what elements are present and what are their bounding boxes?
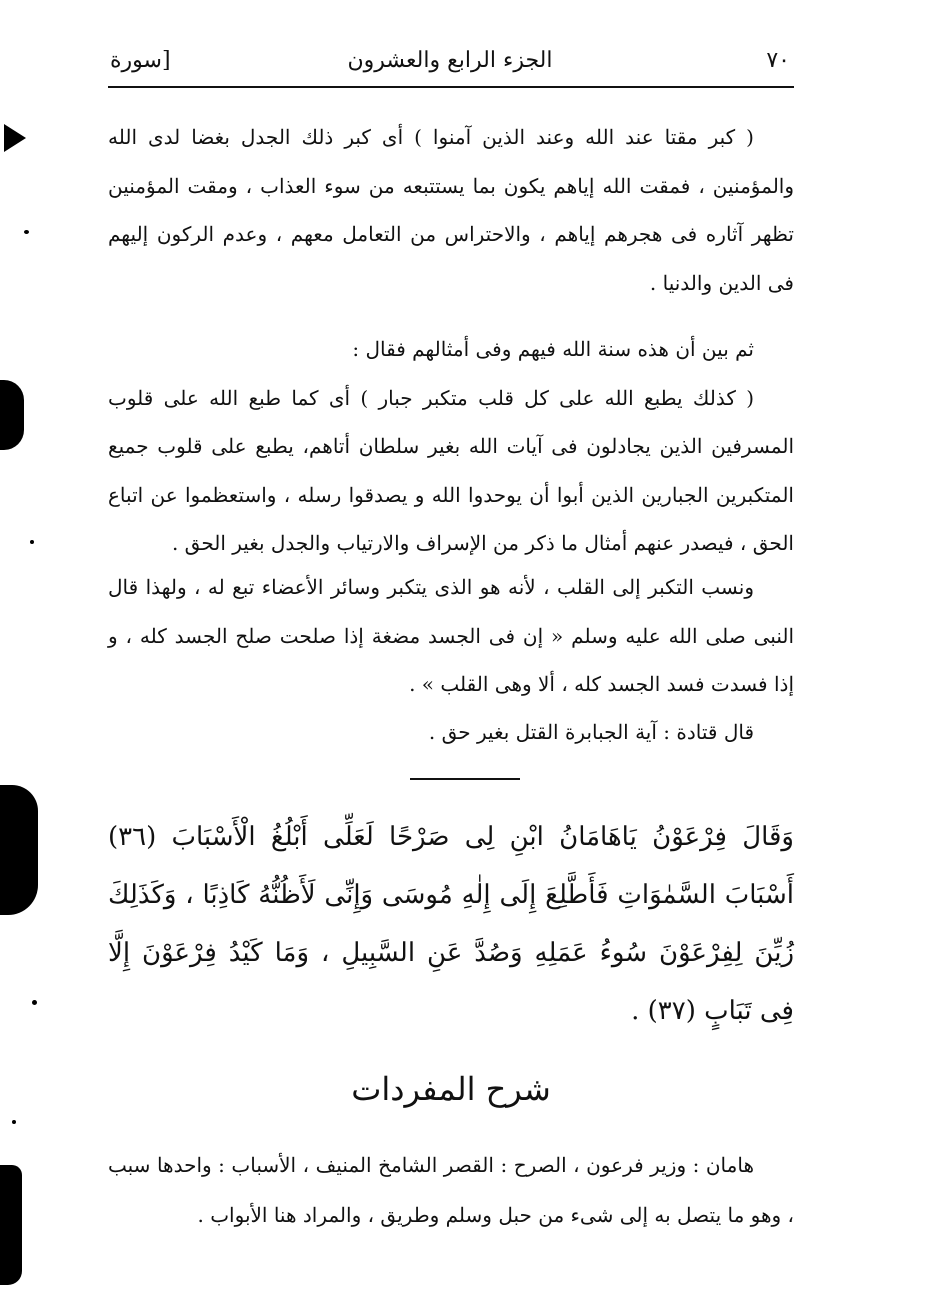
commentary-text: ( كذلك يطبع الله على كل قلب متكبر جبار ) أى كما طبع الله على قلوب المسرفين الذين يجادلون فى آيات الله بغير سلطان أتاهم، يطبع على قلوب جميع المتكبرين الجبارين الذين أبوا أن يوحدوا الله و يصدقوا رسله ، واستعظموا عن اتباع الحق ، فيصدر عنهم أمثال ما ذكر من الإسراف والارتياب والجدل بغير الحق .	[108, 385, 794, 555]
scan-speck	[32, 1000, 37, 1005]
quran-verse-block	[108, 808, 794, 1040]
section-heading: شرح المفردات	[351, 1070, 551, 1108]
scan-ink-blot	[0, 785, 38, 915]
scan-arrow-mark	[4, 124, 26, 152]
commentary-text: ونسب التكبر إلى القلب ، لأنه هو الذى يتكبر وسائر الأعضاء تبع له ، ولهذا قال النبى صلى الله عليه وسلم « إن فى الجسد مضغة إذا صلحت صلح الجسد كله ، و إذا فسدت فسد الجسد كله ، ألا وهى القلب » .	[108, 575, 794, 696]
commentary-paragraph-2	[108, 325, 794, 568]
page-number: ٧٠	[766, 48, 790, 73]
commentary-text: قال قتادة : آية الجبابرة القتل بغير حق .	[428, 720, 754, 744]
commentary-paragraph-3	[108, 563, 794, 709]
scan-speck	[30, 540, 34, 544]
commentary-paragraph-1	[108, 113, 794, 307]
running-title: الجزء الرابع والعشرون	[347, 48, 553, 73]
commentary-text: ( كبر مقتا عند الله وعند الذين آمنوا ) أى كبر ذلك الجدل بغضا لدى الله والمؤمنين ، فمقت الله إياهم يكون بما يستتبعه من سوء العذاب ، ومقت المؤمنين تظهر آثاره فى هجرهم إياهم ، والاحتراس من التعامل معهم ، وعدم الركون إليهم فى الدين والدنيا .	[108, 125, 794, 295]
scan-speck	[24, 230, 29, 234]
scan-speck	[12, 1120, 16, 1124]
quran-verse-text: وَقَالَ فِرْعَوْنُ يَاهَامَانُ ابْنِ لِى صَرْحًا لَعَلِّى أَبْلُغُ الْأَسْبَابَ (٣٦) أَسْبَابَ السَّمٰوَاتِ فَأَطَّلِعَ إِلَى إِلٰهِ مُوسَى وَإِنِّى لَأَظُنُّهُ كَاذِبًا ، وَكَذَلِكَ زُيِّنَ لِفِرْعَوْنَ سُوءُ عَمَلِهِ وَصُدَّ عَنِ السَّبِيلِ ، وَمَا كَيْدُ فِرْعَوْنَ إِلَّا فِى تَبَابٍ (٣٧) .	[108, 822, 795, 1026]
glossary-text: هامان : وزير فرعون ، الصرح : القصر الشامخ المنيف ، الأسباب : واحدها سبب ، وهو ما يتصل به إلى شىء من حبل وسلم وطريق ، والمراد هنا الأبواب .	[108, 1153, 794, 1227]
commentary-text: ثم بين أن هذه سنة الله فيهم وفى أمثالهم فقال :	[352, 337, 754, 361]
header-rule	[108, 86, 794, 88]
surah-label: [سورة	[110, 48, 171, 73]
commentary-paragraph-4	[108, 708, 794, 757]
section-divider	[410, 778, 520, 780]
page-header	[110, 40, 790, 80]
scan-ink-blot	[0, 1165, 22, 1285]
glossary-block	[108, 1140, 794, 1240]
scan-ink-blot	[0, 380, 24, 450]
